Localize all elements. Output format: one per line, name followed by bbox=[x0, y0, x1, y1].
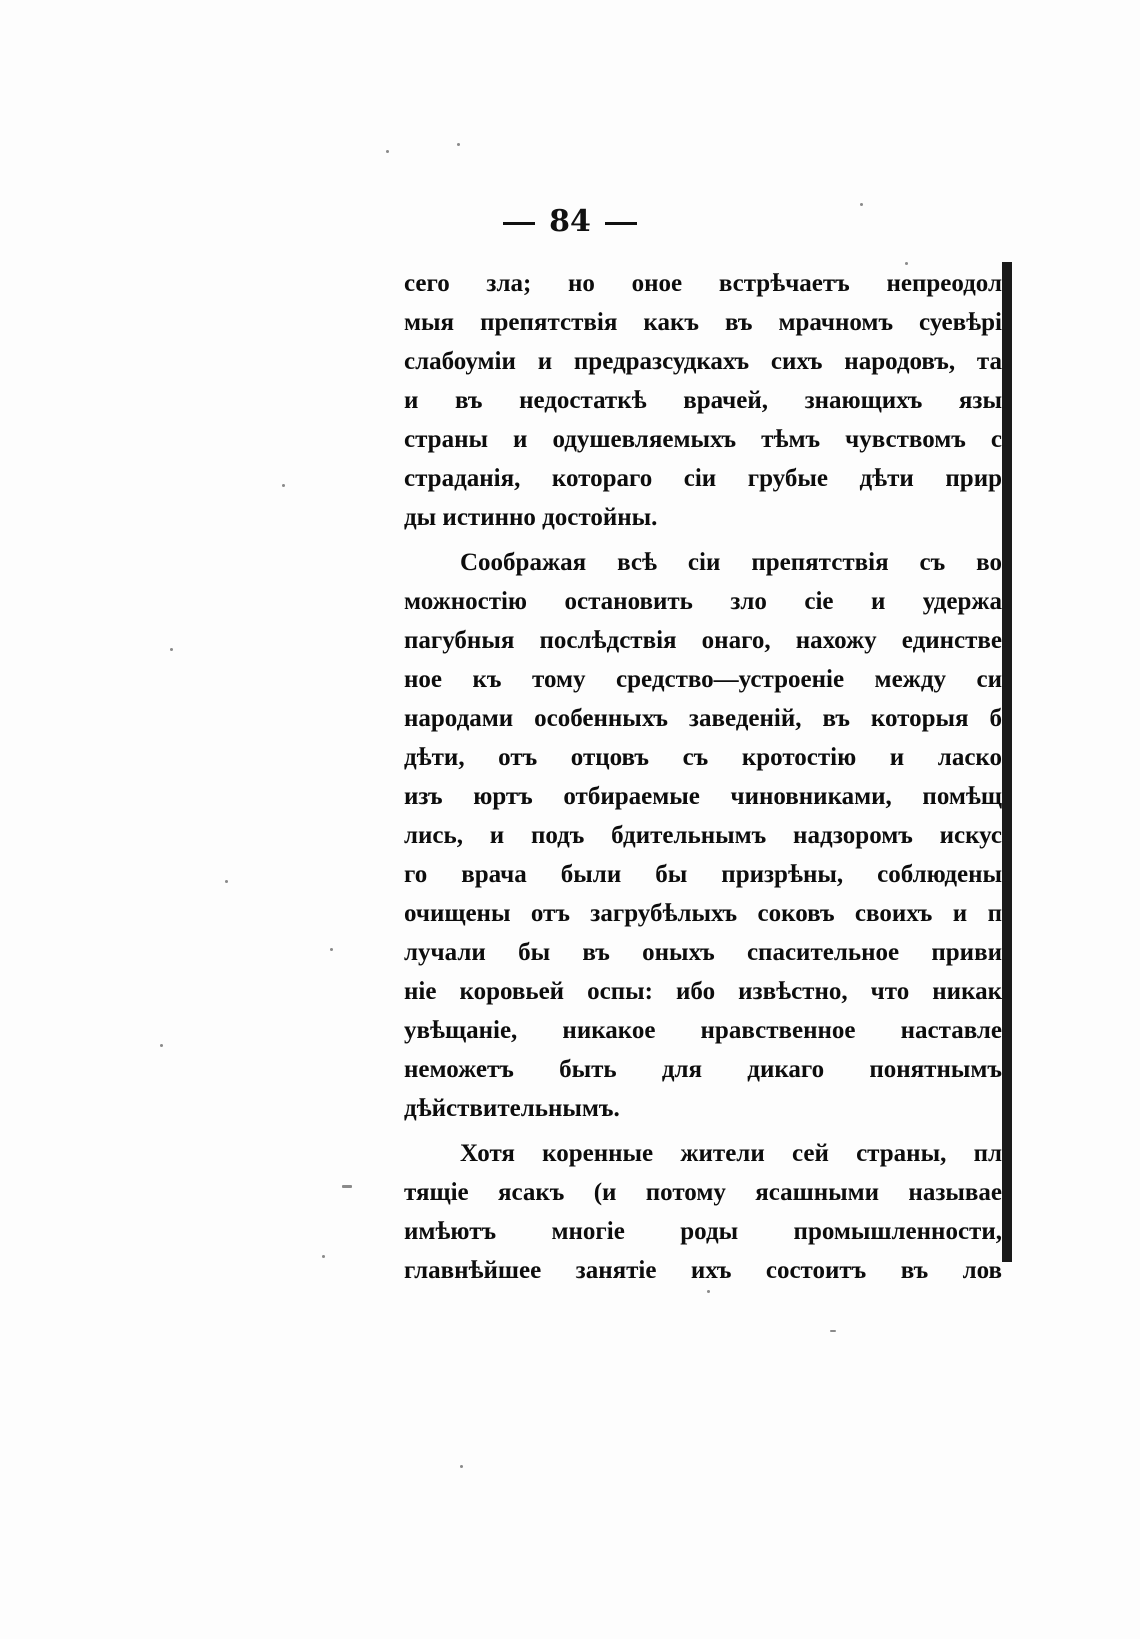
page-number: 84 bbox=[549, 204, 591, 239]
text-line: можностію остановить зло сіе и удержа bbox=[404, 588, 1002, 615]
text-line: го врача были бы призрѣны, соблюдены bbox=[404, 861, 1002, 888]
text-line: и въ недостаткѣ врачей, знающихъ язы bbox=[404, 387, 1002, 414]
print-speck bbox=[282, 484, 285, 487]
paragraph-3 bbox=[404, 1134, 1002, 1290]
text-line: страданія, котораго сіи грубые дѣти прир bbox=[404, 465, 1002, 492]
text-line: ніе коровьей оспы: ибо извѣстно, что никак bbox=[404, 978, 1002, 1005]
header-dash-left bbox=[503, 222, 535, 225]
text-line: очищены отъ загрубѣлыхъ соковъ своихъ и п bbox=[404, 900, 1002, 927]
print-speck bbox=[386, 150, 389, 153]
text-line: главнѣйшее занятіе ихъ состоитъ въ лов bbox=[404, 1257, 1002, 1284]
text-line: лучали бы въ оныхъ спасительное приви bbox=[404, 939, 1002, 966]
text-line: лись, и подъ бдительнымъ надзоромъ искус bbox=[404, 822, 1002, 849]
text-line: тящіе ясакъ (и потому ясашными называе bbox=[404, 1179, 1002, 1206]
text-line: народами особенныхъ заведеній, въ которыя б bbox=[404, 705, 1002, 732]
text-line: дѣти, отъ отцовъ съ кротостію и ласко bbox=[404, 744, 1002, 771]
text-line: пагубныя послѣдствія онаго, нахожу единстве bbox=[404, 627, 1002, 654]
text-line: Соображая всѣ сіи препятствія съ во bbox=[460, 549, 1002, 576]
text-line: дѣйствительнымъ. bbox=[404, 1095, 620, 1122]
print-speck bbox=[322, 1255, 325, 1258]
text-line: имѣютъ многіе роды промышленности, bbox=[404, 1218, 1002, 1245]
text-line: слабоуміи и предразсудкахъ сихъ народовъ, та bbox=[404, 348, 1002, 375]
page-text bbox=[404, 264, 1002, 1290]
text-line: страны и одушевляемыхъ тѣмъ чувствомъ с bbox=[404, 426, 1002, 453]
paragraph-2 bbox=[404, 543, 1002, 1128]
print-speck bbox=[707, 1290, 710, 1293]
print-speck bbox=[170, 648, 173, 651]
gutter-shadow bbox=[1002, 262, 1012, 1262]
text-line: изъ юртъ отбираемые чиновниками, помѣщ bbox=[404, 783, 1002, 810]
text-line: увѣщаніе, никакое нравственное наставле bbox=[404, 1017, 1002, 1044]
print-speck bbox=[225, 880, 228, 883]
text-line: сего зла; но оное встрѣчаетъ непреодол bbox=[404, 270, 1002, 297]
text-line: Хотя коренные жители сей страны, пл bbox=[460, 1140, 1002, 1167]
text-line: мыя препятствія какъ въ мрачномъ суевѣрі bbox=[404, 309, 1002, 336]
print-speck bbox=[330, 948, 333, 951]
text-line: неможетъ быть для дикаго понятнымъ bbox=[404, 1056, 1002, 1083]
text-line: ное къ тому средство—устроеніе между си bbox=[404, 666, 1002, 693]
paragraph-1 bbox=[404, 264, 1002, 537]
print-speck bbox=[460, 1465, 463, 1468]
text-line: ды истинно достойны. bbox=[404, 504, 658, 531]
print-speck bbox=[160, 1044, 163, 1047]
print-speck bbox=[342, 1185, 352, 1188]
print-speck bbox=[457, 143, 460, 146]
print-speck bbox=[830, 1330, 836, 1332]
header-dash-right bbox=[605, 222, 637, 225]
page-header bbox=[0, 204, 1140, 239]
